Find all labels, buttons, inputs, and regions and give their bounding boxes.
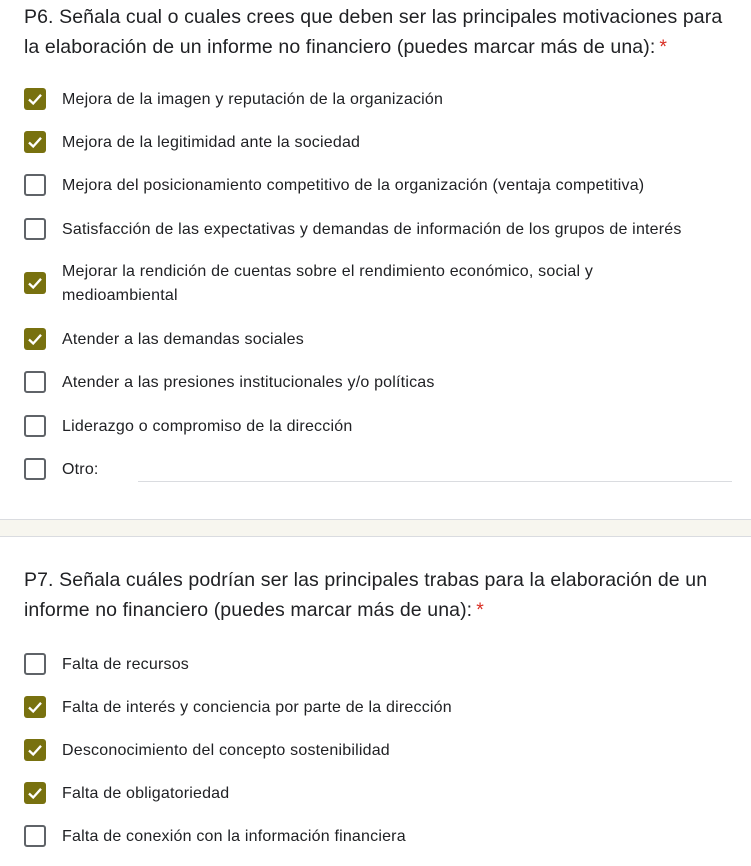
checkbox-unchecked[interactable] (24, 415, 46, 437)
checkbox-unchecked[interactable] (24, 218, 46, 240)
option-label: Satisfacción de las expectativas y demandas de información de los grupos de interés (62, 221, 682, 238)
required-asterisk: * (659, 36, 668, 58)
checkbox-checked[interactable] (24, 131, 46, 153)
checkmark-icon (26, 90, 44, 108)
checkbox-unchecked[interactable] (24, 653, 46, 675)
checkmark-icon (26, 133, 44, 151)
checkmark-icon (26, 741, 44, 759)
option-label: Falta de interés y conciencia por parte de la dirección (62, 699, 452, 716)
checkbox-checked[interactable] (24, 696, 46, 718)
option-label: Falta de obligatoriedad (62, 785, 230, 802)
checkbox-unchecked[interactable] (24, 371, 46, 393)
option-label: Falta de conexión con la información financiera (62, 828, 406, 845)
checkmark-icon (26, 330, 44, 348)
option-label: Atender a las demandas sociales (62, 331, 304, 348)
checkbox-checked[interactable] (24, 782, 46, 804)
question-title-p6: P6. Señala cual o cuales crees que deben ser las principales motivaciones para la elaboración de un informe no financiero (puedes marcar más de una): * (24, 6, 723, 58)
checkbox-unchecked[interactable] (24, 174, 46, 196)
checkbox-unchecked[interactable] (24, 825, 46, 847)
option-label: Mejorar la rendición de cuentas sobre el rendimiento económico, social y medioambiental (62, 263, 594, 304)
option-label: Mejora de la imagen y reputación de la organización (62, 91, 444, 108)
option-label: Desconocimiento del concepto sostenibilidad (62, 742, 390, 759)
checkmark-icon (26, 784, 44, 802)
option-label: Mejora del posicionamiento competitivo de la organización (ventaja competitiva) (62, 177, 645, 194)
question-title-p7: P7. Señala cuáles podrían ser las principales trabas para la elaboración de un informe no financiero (puedes marcar más de una): * (24, 569, 708, 621)
checkmark-icon (26, 274, 44, 292)
option-label: Liderazgo o compromiso de la dirección (62, 418, 353, 435)
question-card-p7 (0, 536, 751, 866)
checkbox-unchecked[interactable] (24, 458, 46, 480)
other-text-input[interactable] (138, 481, 732, 482)
option-label: Atender a las presiones institucionales y/o políticas (62, 374, 435, 391)
option-label: Mejora de la legitimidad ante la sociedad (62, 134, 361, 151)
checkbox-checked[interactable] (24, 328, 46, 350)
required-asterisk: * (476, 599, 484, 621)
checkbox-checked[interactable] (24, 272, 46, 294)
checkmark-icon (26, 698, 44, 716)
checkbox-checked[interactable] (24, 739, 46, 761)
option-label: Falta de recursos (62, 656, 190, 673)
checkbox-checked[interactable] (24, 88, 46, 110)
option-label: Otro: (62, 461, 99, 478)
